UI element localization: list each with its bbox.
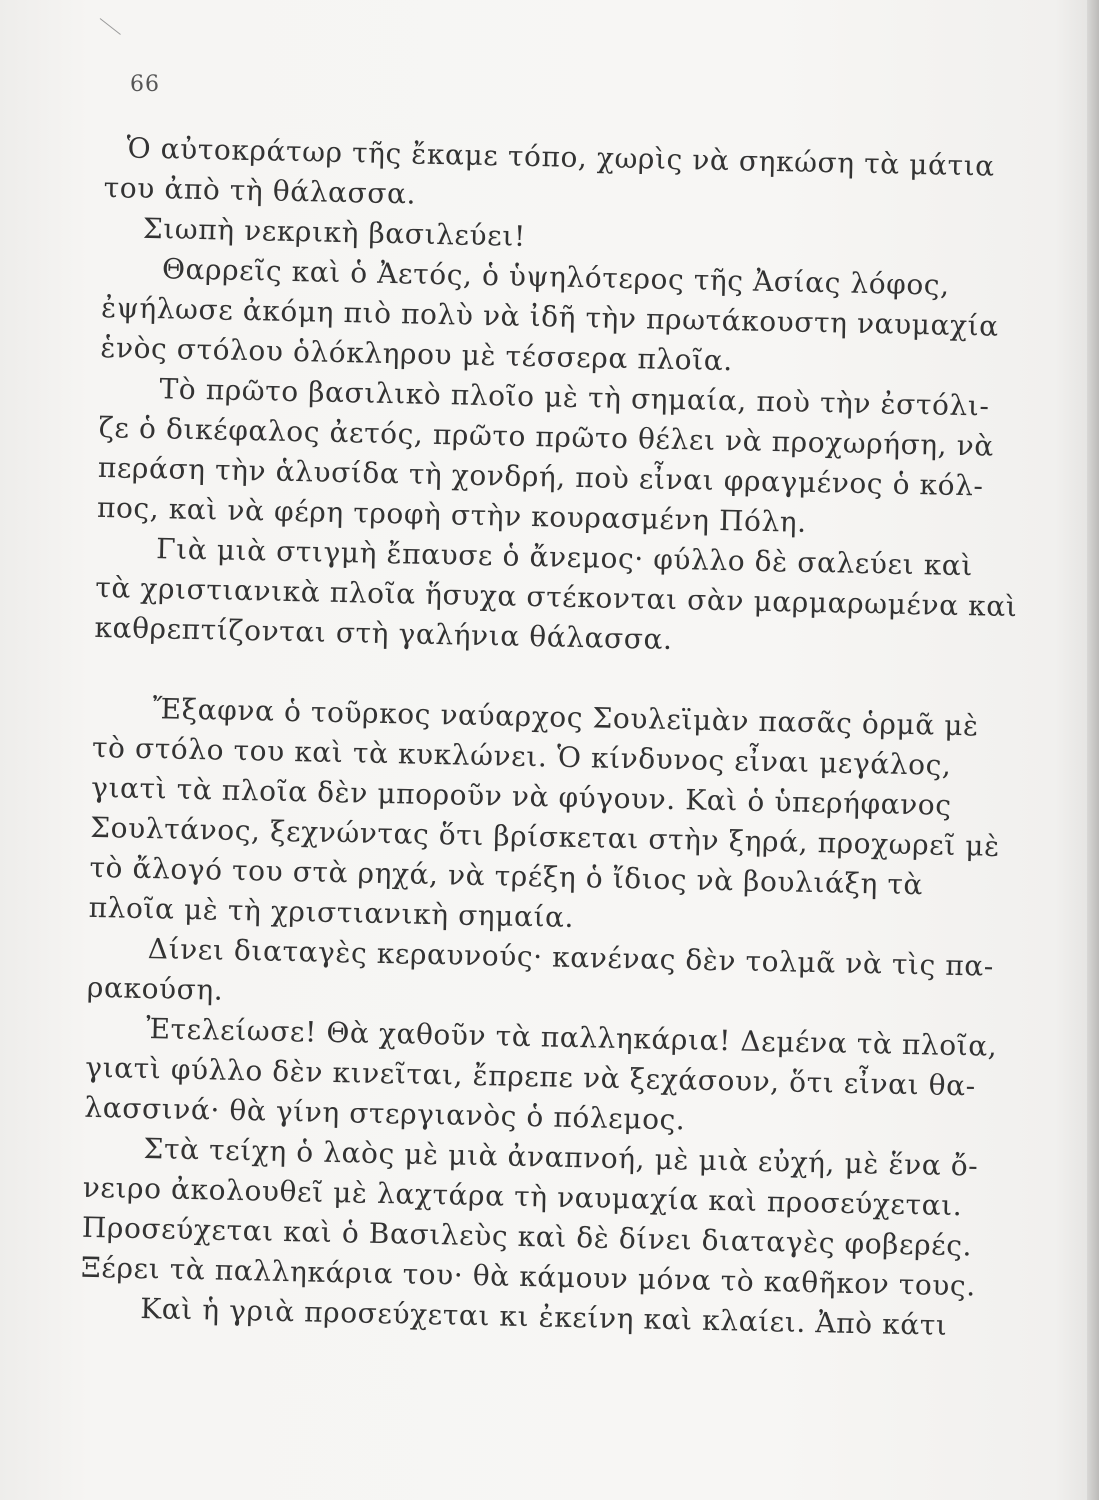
text-line: Προσεύχεται καὶ ὁ Βασιλεὺς καὶ δὲ δίνει διαταγὲς φοβερές. <box>81 1210 973 1263</box>
text-line: Γιὰ μιὰ στιγμὴ ἔπαυσε ὁ ἄνεμος· φύλλο δὲ σαλεύει καὶ <box>155 532 974 583</box>
text-line: Στὰ τείχη ὁ λαὸς μὲ μιὰ ἀναπνοή, μὲ μιὰ εὐχή, μὲ ἕνα ὄ- <box>143 1132 979 1183</box>
page-number: 66 <box>130 72 160 97</box>
text-line: γιατὶ τὰ πλοῖα δὲν μποροῦν νὰ φύγουν. Καὶ ὁ ὑπερήφανος <box>90 770 952 822</box>
text-line: Δίνει διαταγὲς κεραυνούς· κανένας δὲν τολμᾶ νὰ τὶς πα- <box>147 932 995 983</box>
text-line: Καὶ ἡ γριὰ προσεύχεται κι ἐκείνη καὶ κλαίει. Ἀπὸ κάτι <box>139 1292 948 1342</box>
body-text <box>80 128 1018 1346</box>
text-line: ρακούση. <box>86 970 224 1007</box>
text-line: νειρο ἀκολουθεῖ μὲ λαχτάρα τὴ ναυμαχία καὶ προσεύχεται. <box>82 1170 963 1223</box>
text-line: Σιωπὴ νεκρικὴ βασιλεύει! <box>142 211 527 253</box>
text-line: ἐψήλωσε ἀκόμη πιὸ πολὺ νὰ ἰδῆ τὴν πρωτάκουστη ναυμαχία <box>100 290 1000 343</box>
text-line: γιατὶ φύλλο δὲν κινεῖται, ἔπρεπε νὰ ξεχάσουν, ὅτι εἶναι θα- <box>84 1050 977 1103</box>
text-line: τὸ ἄλογό του στὰ ρηχά, νὰ τρέξη ὁ ἴδιος νὰ βουλιάξη τὰ <box>89 850 924 902</box>
text-line: τὸ στόλο του καὶ τὰ κυκλώνει. Ὁ κίνδυνος εἶναι μεγάλος, <box>91 730 952 782</box>
text-line: Σουλτάνος, ξεχνώντας ὅτι βρίσκεται στὴν ξηρά, προχωρεῖ μὲ <box>90 810 1001 863</box>
text-line: πλοῖα μὲ τὴ χριστιανικὴ σημαία. <box>88 890 575 934</box>
text-line: τὰ χριστιανικὰ πλοῖα ἥσυχα στέκονται σὰν μαρμαρωμένα καὶ <box>95 570 1018 624</box>
text-line: λασσινά· θὰ γίνη στεργιανὸς ὁ πόλεμος. <box>84 1090 686 1137</box>
corner-mark <box>100 18 121 35</box>
text-line: Ξέρει τὰ παλληκάρια του· θὰ κάμουν μόνα τὸ καθῆκον τους. <box>80 1250 977 1303</box>
text-line: ἑνὸς στόλου ὁλόκληρου μὲ τέσσερα πλοῖα. <box>100 330 734 378</box>
page-edge-shadow <box>1087 0 1099 1500</box>
text-line: καθρεπτίζονται στὴ γαλήνια θάλασσα. <box>94 610 673 656</box>
text-line: Ἐτελείωσε! Θὰ χαθοῦν τὰ παλληκάρια! Δεμένα τὰ πλοῖα, <box>145 1012 998 1063</box>
text-line: Τὸ πρῶτο βασιλικὸ πλοῖο μὲ τὴ σημαία, ποὺ τὴν ἐστόλι- <box>159 372 990 423</box>
text-line: του ἀπὸ τὴ θάλασσα. <box>103 170 417 211</box>
text-line: ζε ὁ δικέφαλος ἀετός, πρῶτο πρῶτο θέλει νὰ προχωρήση, νὰ <box>98 410 995 463</box>
text-line: Θαρρεῖς καὶ ὁ Ἀετός, ὁ ὑψηλότερος τῆς Ἀσίας λόφος, <box>161 252 951 302</box>
text-line: Ἔξαφνα ὁ τοῦρκος ναύαρχος Σουλεϊμὰν πασᾶς ὁρμᾶ μὲ <box>152 692 980 743</box>
text-line: περάση τὴν ἁλυσίδα τὴ χονδρή, ποὺ εἶναι φραγμένος ὁ κόλ- <box>97 450 984 503</box>
text-line: Ὁ αὐτοκράτωρ τῆς ἔκαμε τόπο, χωρὶς νὰ σηκώση τὰ μάτια <box>126 131 996 183</box>
text-line: πος, καὶ νὰ φέρη τροφὴ στὴν κουρασμένη Πόλη. <box>96 490 808 539</box>
